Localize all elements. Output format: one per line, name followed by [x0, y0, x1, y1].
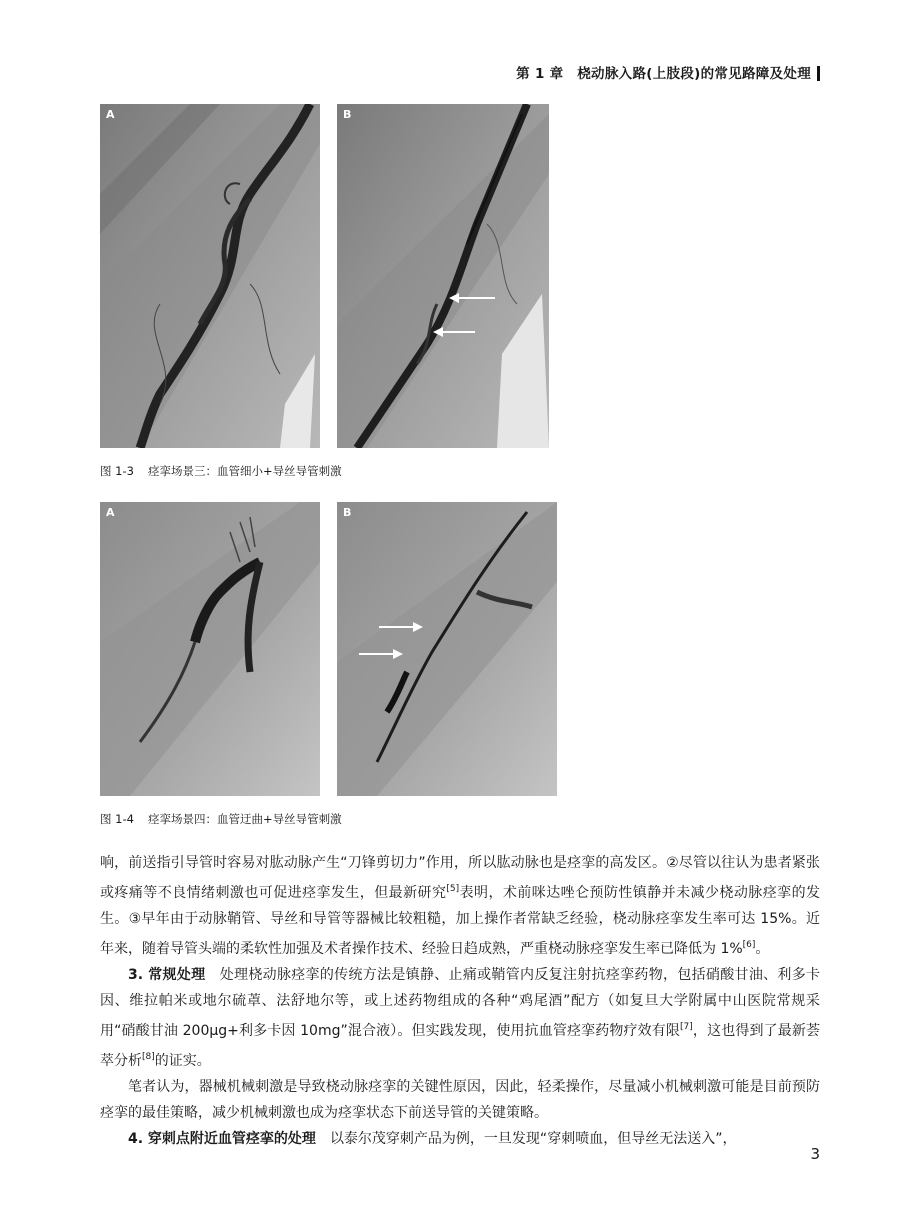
panel-label: B	[343, 506, 352, 519]
caption-text: 痉挛场景三：血管细小+导丝导管刺激	[147, 464, 342, 478]
body-text	[100, 850, 820, 1152]
figure-caption	[100, 811, 342, 827]
citation: [6]	[742, 940, 756, 950]
panel-label: B	[343, 108, 352, 121]
citation: [7]	[680, 1022, 693, 1032]
caption-text: 痉挛场景四：血管迂曲+导丝导管刺激	[147, 812, 342, 826]
header-bar	[817, 66, 820, 81]
section-heading: 4. 穿刺点附近血管痉挛的处理	[128, 1131, 316, 1147]
figure-1-4-panel-b	[337, 502, 557, 796]
citation: [5]	[446, 884, 460, 894]
figure-number: 图 1-4	[100, 812, 134, 826]
running-header	[516, 62, 820, 82]
paragraph: 4. 穿刺点附近血管痉挛的处理 以泰尔茂穿刺产品为例，一旦发现“穿刺喷血，但导丝无法送入”，	[128, 1131, 737, 1147]
figure-number: 图 1-3	[100, 464, 134, 478]
panel-label: A	[106, 506, 115, 519]
paragraph: 3. 常规处理 处理桡动脉痉挛的传统方法是镇静、止痛或鞘管内反复注射抗痉挛药物，包括硝酸甘油、利多卡因、维拉帕米或地尔硫䓬、法舒地尔等，或上述药物组成的各种“鸡尾酒”配方（如复旦大学附属中山医院常规采用“硝酸甘油 200μg+利多卡因 10mg”混合液）。但实践发现，使用抗血管痉挛药物疗效有限[7]，这也得到了最新荟萃分析[8]的证实。	[100, 967, 821, 1069]
panel-label: A	[106, 108, 115, 121]
angiogram-image	[337, 502, 557, 796]
figure-caption	[100, 463, 342, 479]
figure-1-3-panel-a	[100, 104, 320, 448]
figure-1-4-panel-a	[100, 502, 320, 796]
figure-1-3-panel-b	[337, 104, 549, 448]
paragraph: 响，前送指引导管时容易对肱动脉产生“刀锋剪切力”作用，所以肱动脉也是痉挛的高发区。②尽管以往认为患者紧张或疼痛等不良情绪刺激也可促进痉挛发生，但最新研究[5]表明，术前咪达唑仑预防性镇静并未减少桡动脉痉挛的发生。③早年由于动脉鞘管、导丝和导管等器械比较粗糙，加上操作者常缺乏经验，桡动脉痉挛发生率可达 15%。近年来，随着导管头端的柔软性加强及术者操作技术、经验日趋成熟，严重桡动脉痉挛发生率已降低为 1%[6]。	[100, 855, 821, 957]
section-heading: 3. 常规处理	[128, 967, 206, 983]
paragraph: 笔者认为，器械机械刺激是导致桡动脉痉挛的关键性原因，因此，轻柔操作，尽量减小机械刺激可能是目前预防痉挛的最佳策略，减少机械刺激也成为痉挛状态下前送导管的关键策略。	[100, 1079, 820, 1121]
angiogram-image	[337, 104, 549, 448]
citation: [8]	[142, 1052, 155, 1062]
running-title: 第 1 章 桡动脉入路(上肢段)的常见路障及处理	[516, 66, 811, 82]
angiogram-image	[100, 104, 320, 448]
angiogram-image	[100, 502, 320, 796]
page-number: 3	[810, 1145, 820, 1163]
